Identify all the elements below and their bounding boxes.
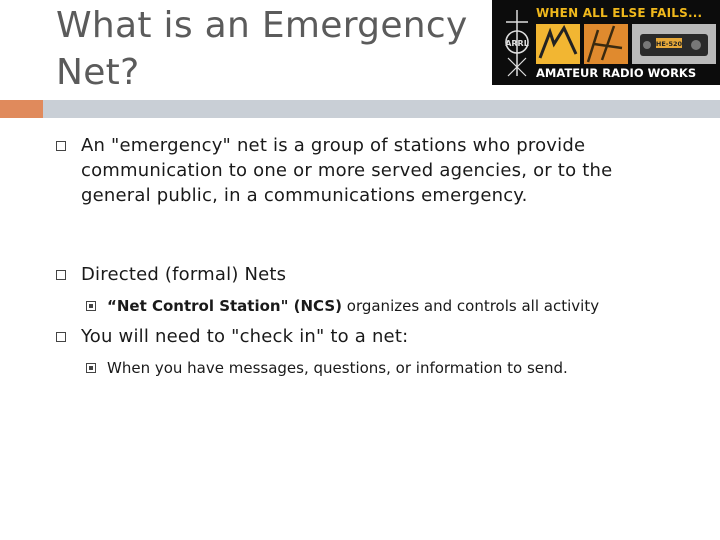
- bullet-1: [56, 133, 646, 208]
- title-rule-accent: [0, 100, 43, 118]
- arrl-seal-icon: [502, 8, 532, 78]
- sub-bullet-2-text: When you have messages, questions, or information to send.: [107, 359, 568, 377]
- sub-bullet-1: [86, 295, 686, 317]
- sub-bullet-1-text: [107, 295, 599, 317]
- title-rule: [43, 100, 720, 118]
- bullet-1-text: An "emergency" net is a group of stations who provide communication to one or more served agencies, or to the general public, in a communications emergency.: [81, 135, 613, 206]
- bullet-2: [56, 262, 646, 287]
- sub-bullet-1-bold: “Net Control Station" (NCS): [107, 297, 342, 315]
- logo-top-text: WHEN ALL ELSE FAILS...: [536, 6, 703, 20]
- sub-bullet-2: [86, 357, 686, 379]
- radio-display-text: HE-520: [655, 40, 683, 48]
- bullet-3: [56, 324, 646, 349]
- filled-square-bullet-icon: [86, 363, 96, 373]
- bullet-2-text: Directed (formal) Nets: [81, 264, 287, 285]
- logo-bottom-text: AMATEUR RADIO WORKS: [536, 66, 697, 80]
- svg-text:ARRL: ARRL: [505, 39, 529, 48]
- slide-title: What is an Emergency Net?: [56, 5, 468, 93]
- disaster-panels-icon: [536, 24, 716, 64]
- amateur-radio-logo: [492, 0, 720, 85]
- hollow-square-bullet-icon: [56, 270, 66, 280]
- hollow-square-bullet-icon: [56, 141, 66, 151]
- sub-bullet-1-rest: organizes and controls all activity: [342, 297, 600, 315]
- bullet-3-text: You will need to "check in" to a net:: [81, 326, 409, 347]
- hollow-square-bullet-icon: [56, 332, 66, 342]
- filled-square-bullet-icon: [86, 301, 96, 311]
